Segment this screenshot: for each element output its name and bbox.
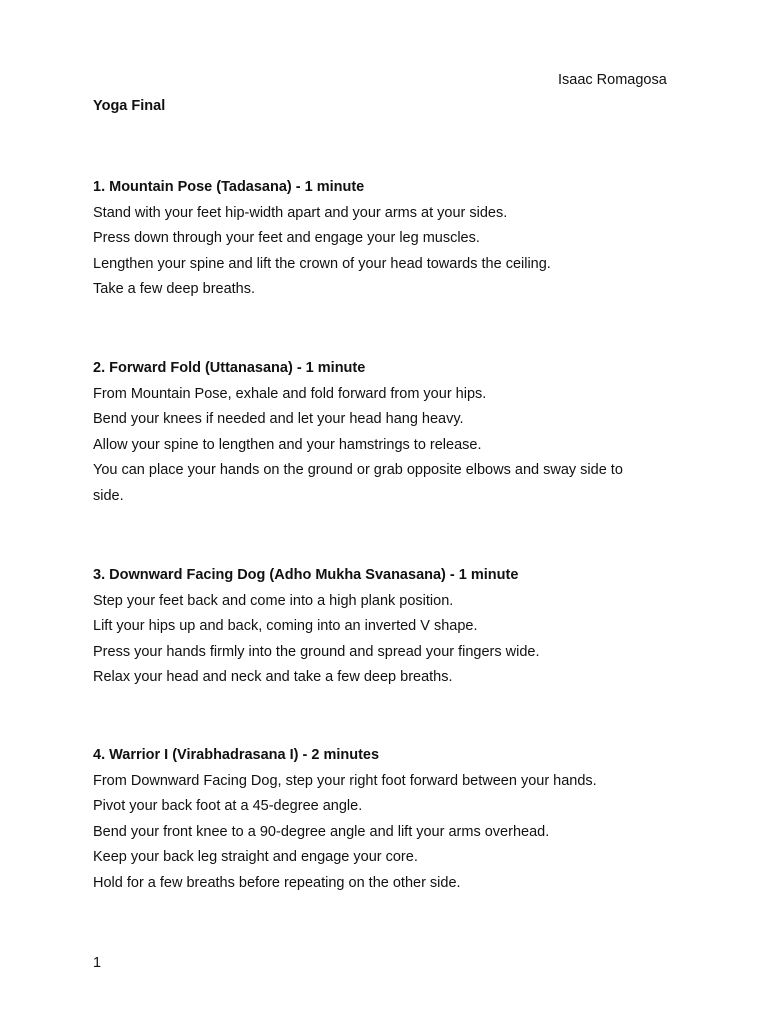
section-warrior-one: [93, 743, 693, 896]
section-line: Bend your front knee to a 90-degree angle and lift your arms overhead.: [93, 823, 550, 840]
section-line: Press down through your feet and engage your leg muscles.: [93, 230, 480, 246]
section-heading: 2. Forward Fold (Uttanasana) - 1 minute: [93, 360, 366, 376]
author-name: Isaac Romagosa: [558, 72, 667, 88]
section-line: Lengthen your spine and lift the crown of your head towards the ceiling.: [93, 255, 551, 272]
section-line: Bend your knees if needed and let your head hang heavy.: [93, 411, 464, 427]
section-line: You can place your hands on the ground or grab opposite elbows and sway side to: [93, 462, 623, 478]
section-line: Press your hands firmly into the ground and spread your fingers wide.: [93, 643, 540, 660]
section-line: Lift your hips up and back, coming into an inverted V shape.: [93, 618, 478, 634]
section-line: Pivot your back foot at a 45-degree angle.: [93, 798, 363, 814]
section-line: Step your feet back and come into a high plank position.: [93, 592, 454, 609]
section-forward-fold: [93, 356, 693, 509]
section-line: Stand with your feet hip-width apart and your arms at your sides.: [93, 204, 508, 221]
document-title: Yoga Final: [93, 98, 166, 114]
section-heading: 4. Warrior I (Virabhadrasana I) - 2 minutes: [93, 747, 380, 763]
section-line: From Downward Facing Dog, step your right foot forward between your hands.: [93, 772, 597, 789]
section-downward-dog: [93, 563, 693, 691]
section-heading: 3. Downward Facing Dog (Adho Mukha Svanasana) - 1 minute: [93, 567, 519, 583]
section-line: Take a few deep breaths.: [93, 281, 256, 297]
section-line: Allow your spine to lengthen and your hamstrings to release.: [93, 436, 482, 453]
section-mountain-pose: [93, 175, 693, 303]
section-heading: 1. Mountain Pose (Tadasana) - 1 minute: [93, 179, 365, 195]
section-line: Relax your head and neck and take a few deep breaths.: [93, 669, 453, 685]
section-line: From Mountain Pose, exhale and fold forward from your hips.: [93, 385, 487, 402]
page-number: 1: [93, 955, 102, 971]
section-line: Hold for a few breaths before repeating on the other side.: [93, 874, 461, 891]
section-line: side.: [93, 487, 124, 504]
section-line: Keep your back leg straight and engage your core.: [93, 849, 418, 865]
